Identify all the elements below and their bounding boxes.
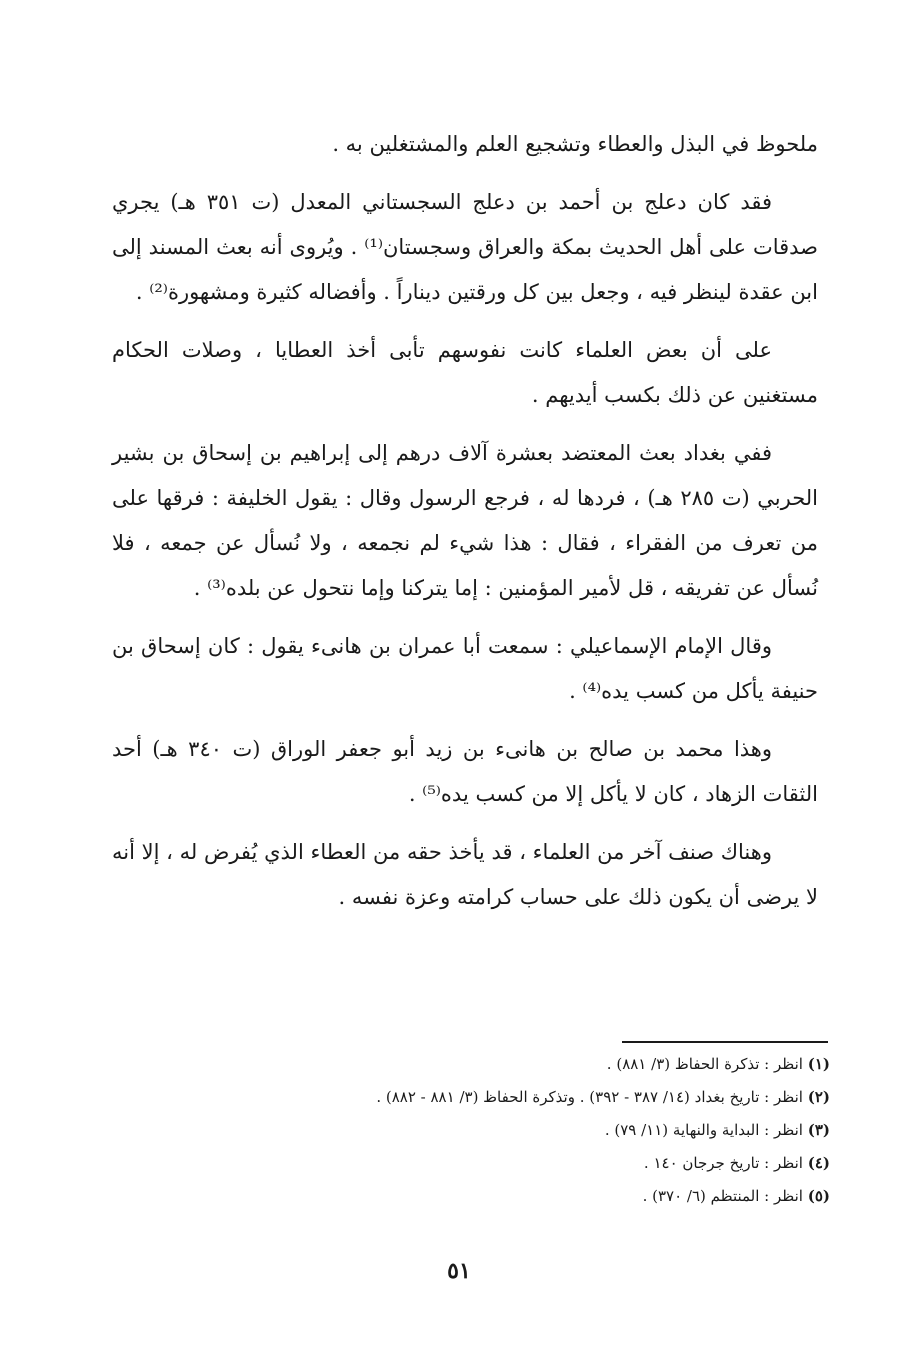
paragraph-harbi: ففي بغداد بعث المعتضد بعشرة آلاف درهم إلى إبراهيم بن إسحاق بن بشير الحربي (ت ٢٨٥ هـ) ، فردها له ، فرجع الرسول وقال : يقول الخليفة : فرقها على من تعرف من الفقراء ، فقال : هذا شيء لم نجمعه ، ولا نُسأل عن جمعه ، فلا نُسأل عن تفريقه ، قل لأمير المؤمنين : إما يتركنا وإما نتحول عن بلده⁽³⁾ . — [112, 441, 818, 600]
footnote-text: انظر : البداية والنهاية (١١/ ٧٩) . — [604, 1121, 803, 1139]
main-text — [112, 122, 818, 933]
footnote-number: (٢) — [807, 1088, 830, 1106]
footnote-divider — [622, 1041, 828, 1043]
footnote-number: (٤) — [807, 1154, 830, 1172]
footnote-text: انظر : تذكرة الحفاظ (٣/ ٨٨١) . — [606, 1055, 803, 1073]
footnote-item — [180, 1147, 830, 1180]
paragraph-ismaili: وقال الإمام الإسماعيلي : سمعت أبا عمران بن هانىء يقول : كان إسحاق بن حنيفة يأكل من كسب يده⁽⁴⁾ . — [112, 634, 818, 703]
footnote-item — [180, 1081, 830, 1114]
paragraph-continued: ملحوظ في البذل والعطاء وتشجيع العلم والمشتغلين به . — [332, 132, 818, 156]
footnote-text: انظر : تاريخ بغداد (١٤/ ٣٨٧ - ٣٩٢) . وتذكرة الحفاظ (٣/ ٨٨١ - ٨٨٢) . — [376, 1088, 803, 1106]
paragraph-refusing-gifts: على أن بعض العلماء كانت نفوسهم تأبى أخذ العطايا ، وصلات الحكام مستغنين عن ذلك بكسب أيديهم . — [112, 338, 818, 407]
footnote-text: انظر : المنتظم (٦/ ٣٧٠) . — [642, 1187, 803, 1205]
footnote-item — [180, 1180, 830, 1213]
footnote-number: (١) — [807, 1055, 830, 1073]
footnotes-list — [180, 1048, 830, 1213]
footnote-number: (٥) — [807, 1187, 830, 1205]
paragraph-another-class: وهناك صنف آخر من العلماء ، قد يأخذ حقه من العطاء الذي يُفرض له ، إلا أنه لا يرضى أن يكون ذلك على حساب كرامته وعزة نفسه . — [112, 840, 818, 909]
paragraph-dalaj: فقد كان دعلج بن أحمد بن دعلج السجستاني المعدل (ت ٣٥١ هـ) يجري صدقات على أهل الحديث بمكة والعراق وسجستان⁽¹⁾ . ويُروى أنه بعث المسند إلى ابن عقدة لينظر فيه ، وجعل بين كل ورقتين ديناراً . وأفضاله كثيرة ومشهورة⁽²⁾ . — [112, 190, 819, 304]
paragraph-warraq: وهذا محمد بن صالح بن هانىء بن زيد أبو جعفر الوراق (ت ٣٤٠ هـ) أحد الثقات الزهاد ، كان لا يأكل إلا من كسب يده⁽⁵⁾ . — [112, 737, 818, 806]
footnote-item — [180, 1048, 830, 1081]
footnote-number: (٣) — [807, 1121, 830, 1139]
footnote-text: انظر : تاريخ جرجان ١٤٠ . — [643, 1154, 803, 1172]
footnote-item — [180, 1114, 830, 1147]
page-number: ٥١ — [447, 1258, 471, 1284]
